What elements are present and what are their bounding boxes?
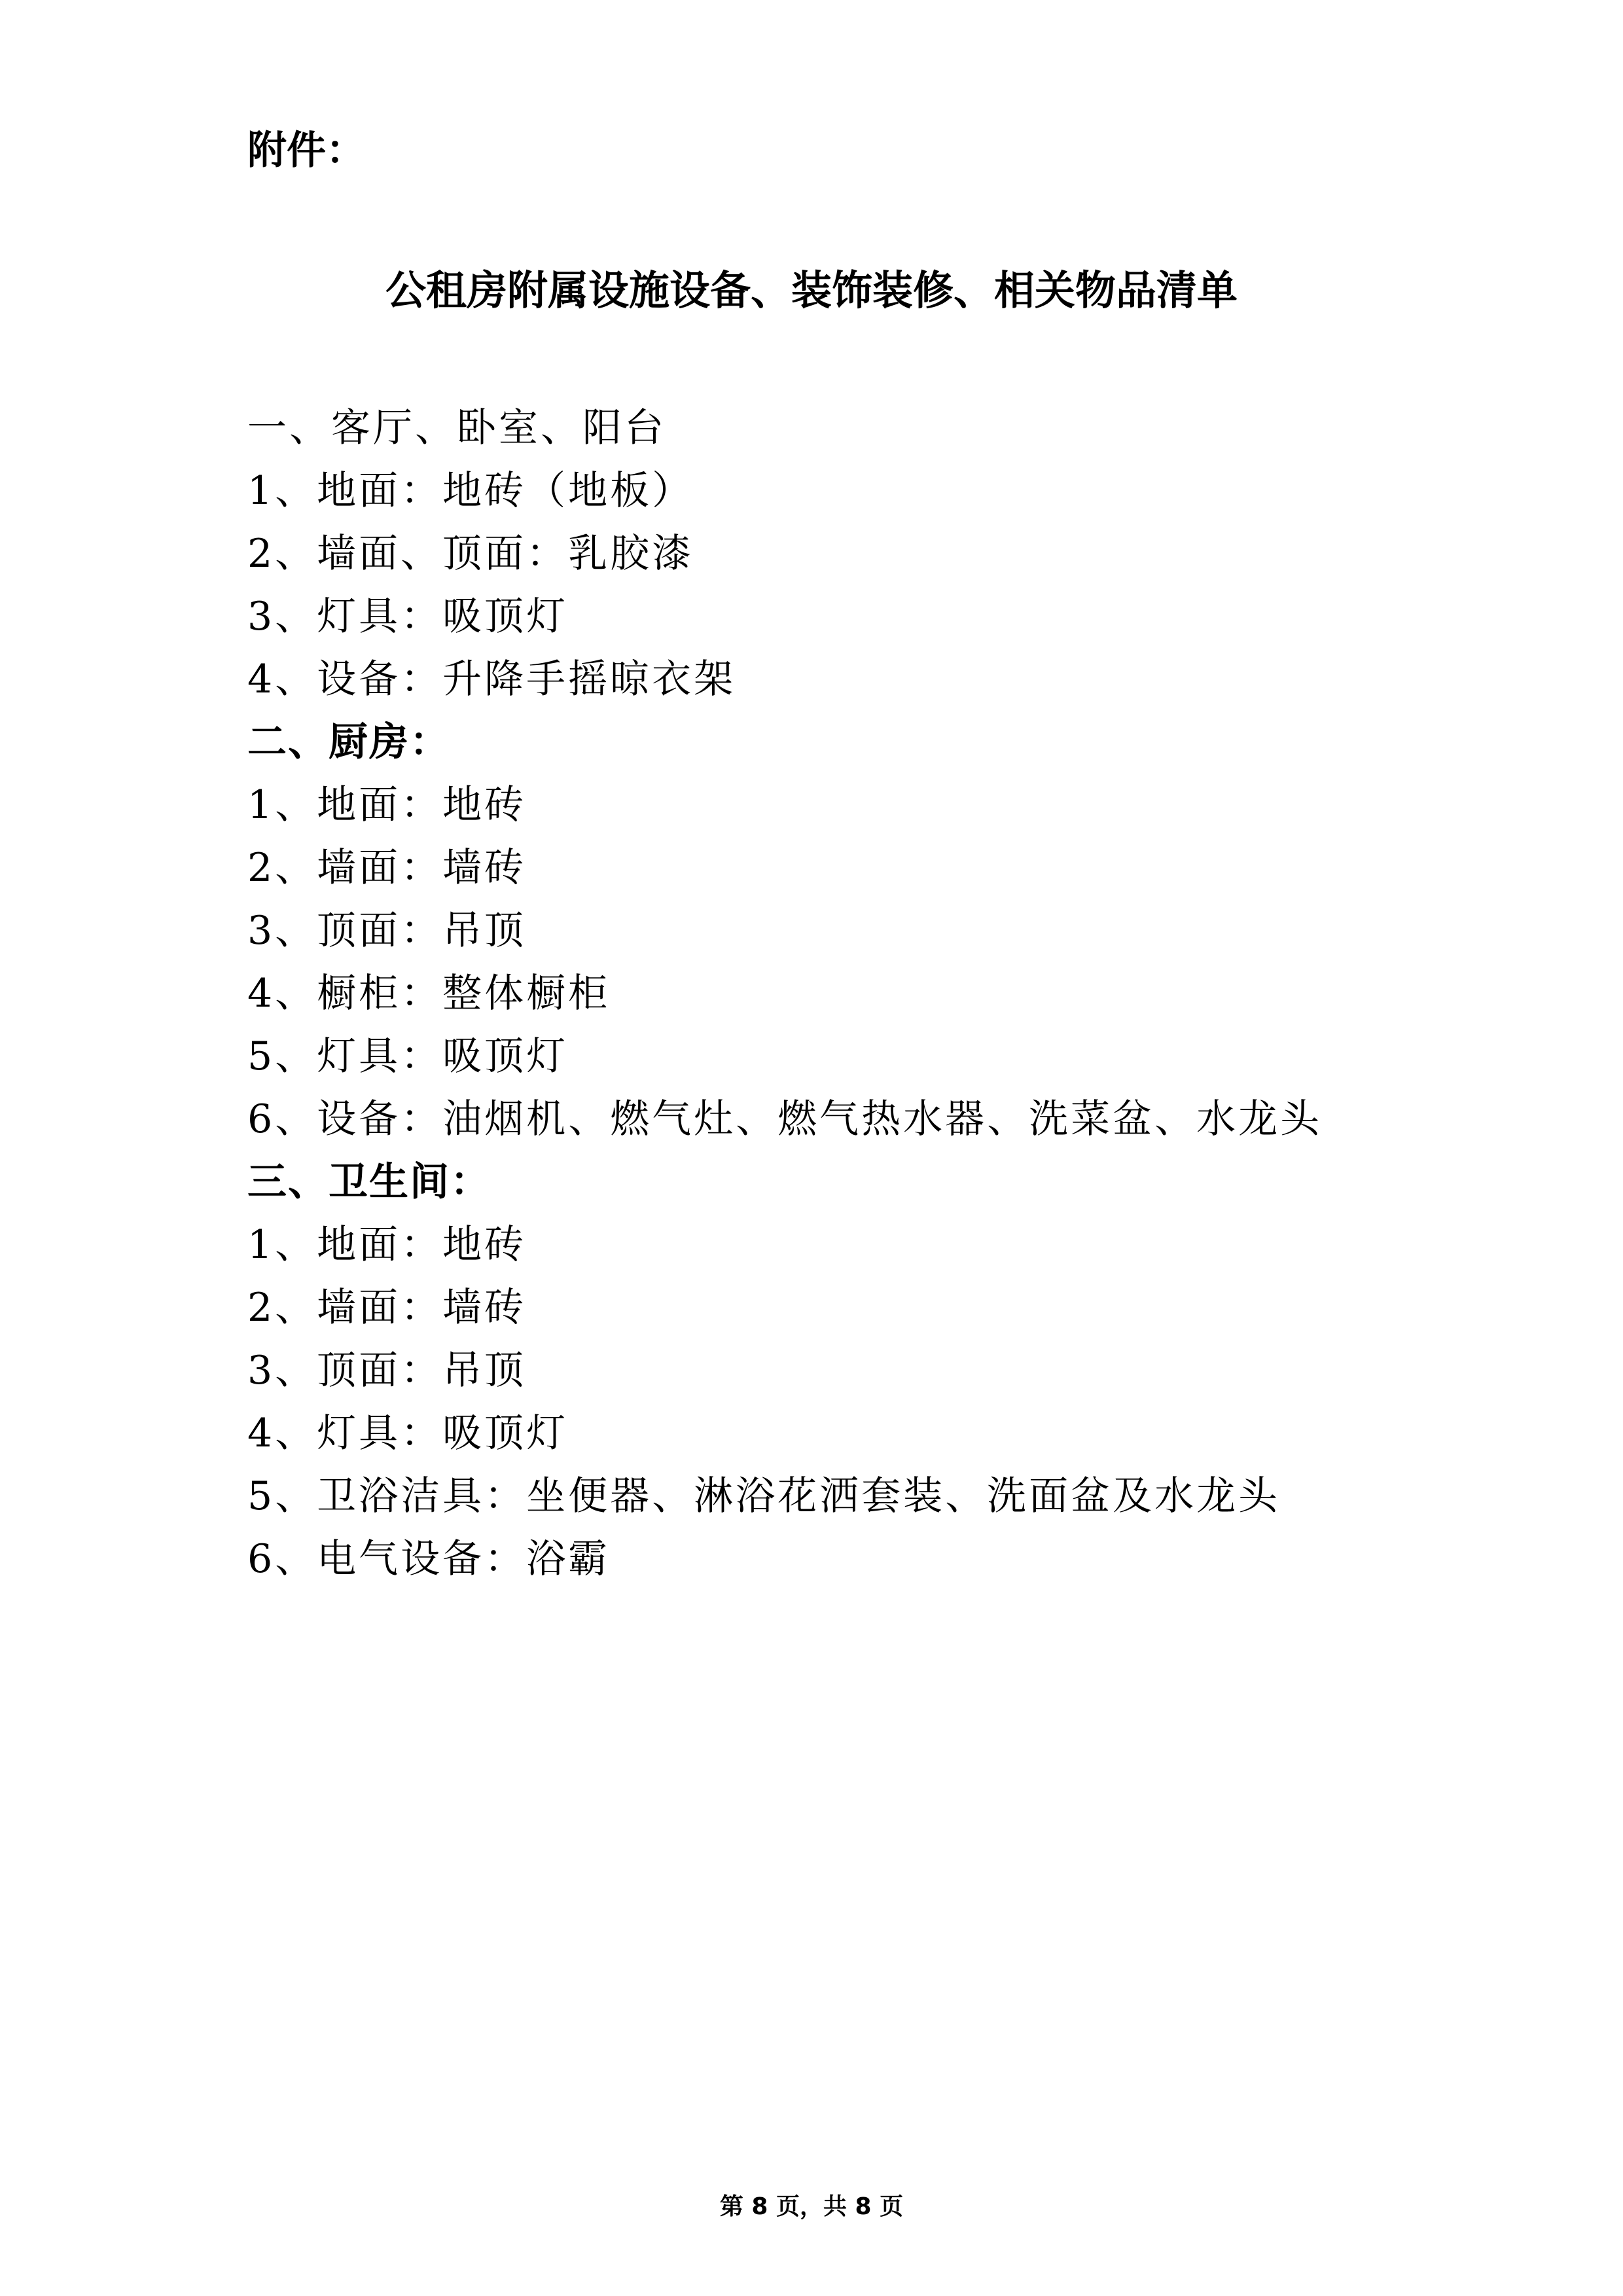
list-item: 2、墙面：墙砖 [247,1285,527,1331]
list-item: 6、设备：油烟机、燃气灶、燃气热水器、洗菜盆、水龙头 [247,1096,1323,1142]
list-item: 3、顶面：吊顶 [247,1348,527,1393]
item-list [247,397,1524,1590]
list-item: 1、地面：地砖（地板） [247,468,694,514]
section-living-room [247,397,1524,711]
section-heading: 一、客厅、卧室、阳台 [247,405,666,451]
list-item: 4、灯具：吸顶灯 [247,1410,569,1456]
section-bathroom [247,1151,1524,1590]
list-item: 5、灯具：吸顶灯 [247,1033,569,1079]
section-kitchen [247,711,1524,1151]
document-title: 公租房附属设施设备、装饰装修、相关物品清单 [385,266,1238,314]
list-item: 4、橱柜：整体橱柜 [247,971,611,1016]
section-heading: 三、卫生间： [247,1159,491,1205]
attachment-label: 附件： [247,128,365,173]
list-item: 1、地面：地砖 [247,1222,527,1268]
list-item: 1、地面：地砖 [247,782,527,828]
list-item: 5、卫浴洁具：坐便器、淋浴花洒套装、洗面盆及水龙头 [247,1473,1281,1519]
page-number-footer: 第 8 页，共 8 页 [719,2193,904,2220]
list-item: 3、灯具：吸顶灯 [247,594,569,639]
list-item: 3、顶面：吊顶 [247,908,527,954]
list-item: 6、电气设备：浴霸 [247,1536,611,1582]
list-item: 2、墙面：墙砖 [247,845,527,891]
list-item: 4、设备：升降手摇晾衣架 [247,656,736,702]
section-heading: 二、厨房： [247,719,450,765]
list-item: 2、墙面、顶面：乳胶漆 [247,531,694,577]
